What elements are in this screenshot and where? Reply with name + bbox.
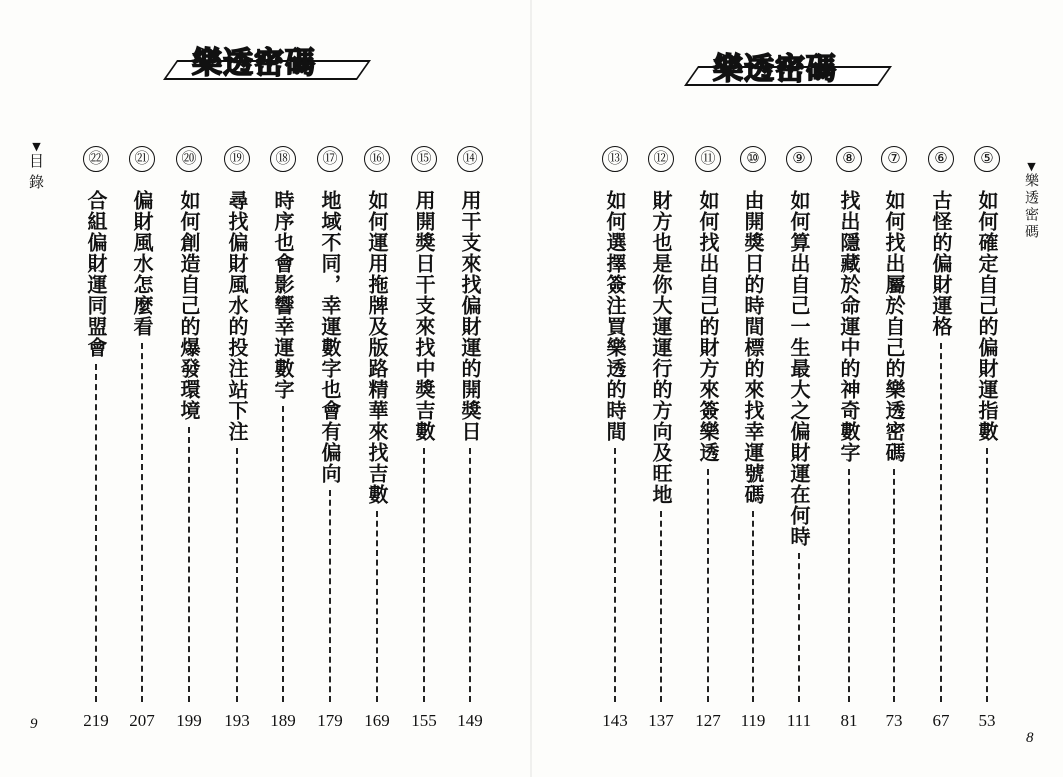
leader-dots bbox=[660, 511, 662, 702]
leader-dots bbox=[376, 511, 378, 702]
chapter-title: 如何確定自己的偏財運指數 bbox=[975, 190, 999, 442]
page-number: 127 bbox=[695, 711, 721, 730]
triangle-marker-icon: ▼ bbox=[1025, 160, 1038, 173]
chapter-number: ⑩ bbox=[740, 146, 766, 172]
left-side-label bbox=[26, 140, 47, 195]
chapter-number: ⑥ bbox=[928, 146, 954, 172]
chapter-number: ⑲ bbox=[224, 146, 250, 172]
toc-entry[interactable] bbox=[219, 146, 255, 746]
chapter-number: ⑱ bbox=[270, 146, 296, 172]
left-page bbox=[0, 0, 531, 777]
chapter-number: ㉑ bbox=[129, 146, 155, 172]
chapter-title: 用開獎日干支來找中獎吉數 bbox=[412, 190, 436, 442]
chapter-title: 財方也是你大運運行的方向及旺地 bbox=[649, 190, 673, 505]
chapter-title: 如何創造自己的爆發環境 bbox=[177, 190, 201, 421]
leader-dots bbox=[986, 448, 988, 702]
toc-entry[interactable] bbox=[265, 146, 301, 746]
leader-dots bbox=[940, 343, 942, 702]
toc-entry[interactable] bbox=[831, 146, 867, 746]
page-number: 193 bbox=[224, 711, 250, 730]
right-page bbox=[531, 0, 1063, 777]
page-number: 149 bbox=[457, 711, 483, 730]
leader-dots bbox=[614, 448, 616, 702]
toc-entry[interactable] bbox=[876, 146, 912, 746]
chapter-title: 如何找出屬於自己的樂透密碼 bbox=[882, 190, 906, 463]
toc-entry[interactable] bbox=[690, 146, 726, 746]
chapter-number: ⑳ bbox=[176, 146, 202, 172]
page-number: 81 bbox=[840, 711, 858, 730]
chapter-number: ⑫ bbox=[648, 146, 674, 172]
left-header-banner bbox=[170, 38, 360, 80]
triangle-marker-icon: ▼ bbox=[30, 140, 43, 153]
toc-entry[interactable] bbox=[781, 146, 817, 746]
chapter-title: 偏財風水怎麼看 bbox=[130, 190, 154, 337]
toc-entry[interactable] bbox=[452, 146, 488, 746]
toc-entry[interactable] bbox=[969, 146, 1005, 746]
chapter-title: 如何算出自己一生最大之偏財運在何時 bbox=[787, 190, 811, 547]
chapter-number: ⑧ bbox=[836, 146, 862, 172]
chapter-title: 合組偏財運同盟會 bbox=[84, 190, 108, 358]
leader-dots bbox=[848, 469, 850, 702]
chapter-number: ⑬ bbox=[602, 146, 628, 172]
toc-label: 目錄 bbox=[27, 153, 45, 195]
left-folio: 9 bbox=[30, 716, 38, 732]
page-number: 137 bbox=[648, 711, 674, 730]
chapter-title: 由開獎日的時間標的來找幸運號碼 bbox=[741, 190, 765, 505]
right-header-banner bbox=[691, 44, 881, 86]
leader-dots bbox=[236, 448, 238, 702]
book-title-label: 樂透密碼 bbox=[1023, 173, 1039, 241]
leader-dots bbox=[282, 406, 284, 702]
toc-entry[interactable] bbox=[643, 146, 679, 746]
leader-dots bbox=[95, 364, 97, 702]
leader-dots bbox=[423, 448, 425, 702]
chapter-title: 如何選擇簽注買樂透的時間 bbox=[603, 190, 627, 442]
chapter-number: ㉒ bbox=[83, 146, 109, 172]
page-number: 219 bbox=[83, 711, 109, 730]
page-number: 143 bbox=[602, 711, 628, 730]
chapter-number: ⑯ bbox=[364, 146, 390, 172]
page-number: 119 bbox=[740, 711, 766, 730]
page-number: 73 bbox=[885, 711, 903, 730]
right-side-label bbox=[1021, 160, 1041, 241]
page-number: 189 bbox=[270, 711, 296, 730]
chapter-number: ⑨ bbox=[786, 146, 812, 172]
chapter-number: ⑭ bbox=[457, 146, 483, 172]
toc-entry[interactable] bbox=[171, 146, 207, 746]
chapter-number: ⑰ bbox=[317, 146, 343, 172]
right-header-title: 樂透密碼 bbox=[713, 52, 837, 87]
leader-dots bbox=[188, 427, 190, 702]
leader-dots bbox=[707, 469, 709, 702]
chapter-number: ⑮ bbox=[411, 146, 437, 172]
page-number: 155 bbox=[411, 711, 437, 730]
leader-dots bbox=[141, 343, 143, 702]
toc-entry[interactable] bbox=[406, 146, 442, 746]
toc-entry[interactable] bbox=[124, 146, 160, 746]
page-number: 53 bbox=[978, 711, 996, 730]
page-number: 207 bbox=[129, 711, 155, 730]
chapter-title: 時序也會影響幸運數字 bbox=[271, 190, 295, 400]
right-folio: 8 bbox=[1026, 730, 1034, 746]
page-number: 199 bbox=[176, 711, 202, 730]
left-header-title: 樂透密碼 bbox=[192, 46, 316, 81]
page-number: 179 bbox=[317, 711, 343, 730]
page-number: 169 bbox=[364, 711, 390, 730]
leader-dots bbox=[893, 469, 895, 702]
chapter-title: 古怪的偏財運格 bbox=[929, 190, 953, 337]
page-number: 111 bbox=[786, 711, 812, 730]
leader-dots bbox=[798, 553, 800, 702]
chapter-title: 地域不同，幸運數字也會有偏向 bbox=[318, 190, 342, 484]
chapter-title: 找出隱藏於命運中的神奇數字 bbox=[837, 190, 861, 463]
page-number: 67 bbox=[932, 711, 950, 730]
chapter-title: 用干支來找偏財運的開獎日 bbox=[458, 190, 482, 442]
leader-dots bbox=[329, 490, 331, 702]
leader-dots bbox=[752, 511, 754, 702]
toc-entry[interactable] bbox=[923, 146, 959, 746]
chapter-title: 如何運用拖牌及版路精華來找吉數 bbox=[365, 190, 389, 505]
chapter-number: ⑪ bbox=[695, 146, 721, 172]
toc-entry[interactable] bbox=[359, 146, 395, 746]
toc-entry[interactable] bbox=[78, 146, 114, 746]
toc-entry[interactable] bbox=[597, 146, 633, 746]
leader-dots bbox=[469, 448, 471, 702]
toc-entry[interactable] bbox=[735, 146, 771, 746]
chapter-title: 尋找偏財風水的投注站下注 bbox=[225, 190, 249, 442]
chapter-number: ⑦ bbox=[881, 146, 907, 172]
toc-entry[interactable] bbox=[312, 146, 348, 746]
chapter-title: 如何找出自己的財方來簽樂透 bbox=[696, 190, 720, 463]
chapter-number: ⑤ bbox=[974, 146, 1000, 172]
